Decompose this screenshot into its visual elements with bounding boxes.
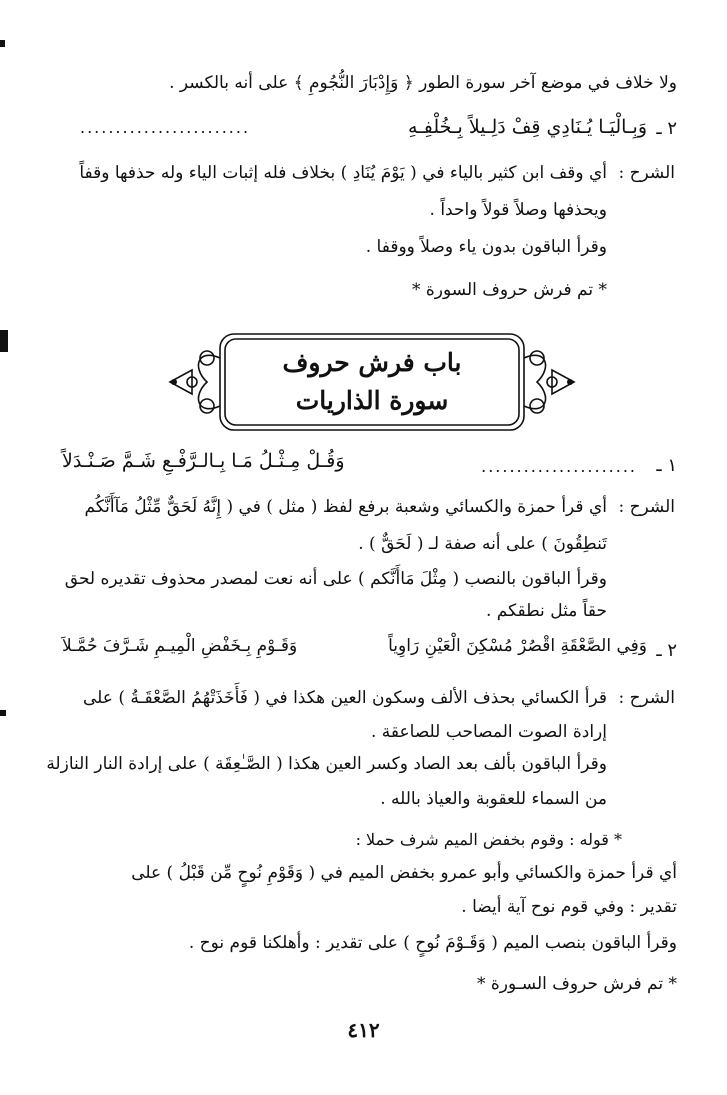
verse-dots: ...................... xyxy=(481,457,637,476)
sharh-label: الشرح : xyxy=(618,163,675,183)
scan-mark xyxy=(0,40,5,47)
heading-line-1: باب فرش حروف xyxy=(282,348,462,377)
end-note: * تم فرش حروف السـورة * xyxy=(477,974,677,994)
sharh-line: إرادة الصوت المصاحب للصاعقة . xyxy=(370,722,607,742)
note-line: وقرأ الباقون بنصب الميم ( وَقَـوْمَ نُوحٍ ) على تقدير : وأهلكنا قوم نوح . xyxy=(188,933,677,953)
sharh-label: الشرح : xyxy=(618,497,675,517)
verse-text: وَفِي الصَّعْقَةِ اقْصُرْ مُسْكِنَ الْعَيْنِ رَاوِياً xyxy=(388,636,647,656)
verse-dots: ........................ xyxy=(80,118,251,137)
scan-mark xyxy=(0,330,8,352)
verse-text: وَقُـلْ مِـثْـلُ مَـا بِـالـرَّفْـعِ شَـمَّ صَـنْـدَلاً xyxy=(62,450,345,472)
sharh-line: وقرأ الباقون بألف بعد الصاد وكسر العين هكذا ( الصَّـٰعِقَة ) على إرادة النار النازلة xyxy=(46,754,607,774)
sharh-line: قرأ الكسائي بحذف الألف وسكون العين هكذا في ( فَأَخَذَتْهُمُ الصَّعْقَـةُ ) على xyxy=(82,688,607,708)
sharh-line: تَنطِقُونَ ) على أنه صفة لـ ( لَحَقٌّ ) . xyxy=(358,534,607,554)
intro-line: ولا خلاف في موضع آخر سورة الطور ﴿ وَإِدْبَارَ النُّجُومِ ﴾ على أنه بالكسر . xyxy=(169,73,677,93)
sharh-label: الشرح : xyxy=(618,688,675,708)
note-line: تقدير : وفي قوم نوح آية أيضا . xyxy=(461,897,677,917)
verse-number: ١ ـ xyxy=(656,455,677,476)
verse-text: وَبِـالْيَـا يُـنَادِي قِفْ دَلِـيلاً بِـخُلْفِـهِ xyxy=(408,116,647,138)
sharh-line: من السماء للعقوبة والعياذ بالله . xyxy=(380,789,607,809)
ornament-frame-icon xyxy=(162,328,582,436)
sharh-line: أي وقف ابن كثير بالياء في ( يَوْمَ يُنَادِ ) بخلاف فله إثبات الياء وله حذفها وقفاً xyxy=(79,163,607,183)
verse-number: ٢ ـ xyxy=(656,640,677,661)
page-number: ٤١٢ xyxy=(347,1018,380,1042)
sharh-line: وقرأ الباقون بالنصب ( مِثْلَ مَاأَنَّكم ) على أنه نعت لمصدر محذوف تقديره لحق xyxy=(64,569,607,589)
heading-line-2: سورة الذاريات xyxy=(295,386,449,415)
scan-mark xyxy=(0,710,6,716)
verse-number: ٢ ـ xyxy=(656,118,677,139)
note-line: * قوله : وقوم بخفض الميم شرف حملا : xyxy=(355,830,622,849)
sharh-line: أي قرأ حمزة والكسائي وشعبة برفع لفظ ( مثل ) في ( إِنَّهُ لَحَقٌّ مِّثْلُ مَآأَنَّكُم xyxy=(84,497,607,517)
section-heading-frame xyxy=(162,328,582,436)
verse-text: وَقَـوْمِ بِـخَفْضِ الْمِيـمِ شَـرَّفَ حُمَّـلاَ xyxy=(62,636,298,656)
sharh-line: حقاً مثل نطقكم . xyxy=(486,601,607,621)
sharh-line: وقرأ الباقون بدون ياء وصلاً ووقفا . xyxy=(365,237,607,257)
end-note: * تم فرش حروف السورة * xyxy=(411,280,607,300)
sharh-line: ويحذفها وصلاً قولاً واحداً . xyxy=(429,200,607,220)
note-line: أي قرأ حمزة والكسائي وأبو عمرو بخفض الميم في ( وَقَوْمِ نُوحٍ مِّن قَبْلُ ) على xyxy=(131,863,677,883)
